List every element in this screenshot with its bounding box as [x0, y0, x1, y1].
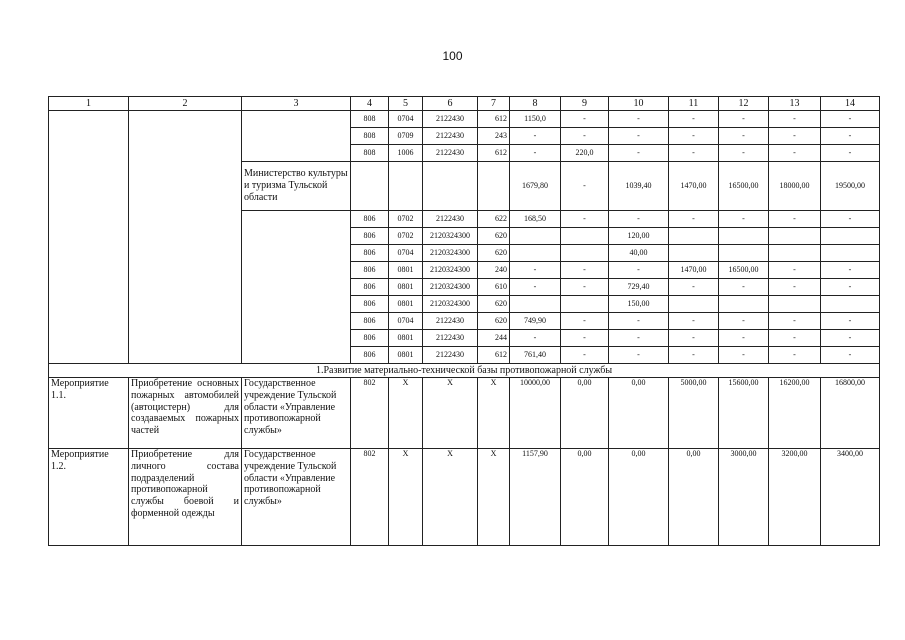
table-cell: -	[669, 145, 719, 162]
table-cell: -	[769, 279, 821, 296]
page-number: 100	[442, 49, 463, 63]
table-cell: 2122430	[423, 128, 478, 145]
table-cell: 612	[478, 145, 510, 162]
activity-value: 1157,90	[510, 449, 561, 546]
table-cell: -	[719, 128, 769, 145]
activity-value: 15600,00	[719, 378, 769, 449]
table-cell: -	[561, 279, 609, 296]
table-row	[49, 313, 880, 330]
table-cell: -	[821, 128, 880, 145]
table-cell	[561, 228, 609, 245]
table-cell: -	[769, 145, 821, 162]
table-cell: 2122430	[423, 111, 478, 128]
table-cell: 0801	[389, 347, 423, 364]
table-cell: -	[821, 211, 880, 228]
table-cell: -	[719, 211, 769, 228]
table-cell: -	[769, 262, 821, 279]
empty-cell	[242, 347, 351, 364]
empty-cell	[242, 296, 351, 313]
table-cell: -	[769, 211, 821, 228]
table-cell: -	[609, 330, 669, 347]
table-cell	[669, 245, 719, 262]
table-cell: 620	[478, 313, 510, 330]
column-number: 5	[389, 97, 423, 111]
column-number: 10	[609, 97, 669, 111]
empty-cell	[49, 228, 129, 245]
table-cell: -	[821, 330, 880, 347]
empty-cell	[242, 228, 351, 245]
table-cell: 0801	[389, 296, 423, 313]
activity-executor: Государственное учреждение Тульской области «Управление противопожарной службы»	[242, 378, 351, 449]
table-cell: -	[719, 111, 769, 128]
table-cell: 2122430	[423, 347, 478, 364]
table-cell: -	[669, 347, 719, 364]
table-cell: 806	[351, 296, 389, 313]
empty-cell	[49, 128, 129, 145]
table-cell: -	[609, 262, 669, 279]
column-number: 6	[423, 97, 478, 111]
table-cell	[669, 296, 719, 313]
empty-cell	[129, 128, 242, 145]
empty-cell	[49, 313, 129, 330]
table-cell: 18000,00	[769, 162, 821, 211]
activity-executor: Государственное учреждение Тульской области «Управление противопожарной службы»	[242, 449, 351, 546]
table-cell: 0702	[389, 211, 423, 228]
table-cell: 2122430	[423, 330, 478, 347]
empty-cell	[49, 262, 129, 279]
empty-cell	[129, 228, 242, 245]
empty-cell	[49, 111, 129, 128]
table-cell: -	[510, 279, 561, 296]
section-row	[49, 364, 880, 378]
empty-cell	[129, 211, 242, 228]
table-cell: 16500,00	[719, 262, 769, 279]
table-cell: 2122430	[423, 313, 478, 330]
table-cell: 806	[351, 313, 389, 330]
activity-value: 5000,00	[669, 378, 719, 449]
column-number: 4	[351, 97, 389, 111]
column-number: 7	[478, 97, 510, 111]
ministry-row	[49, 162, 880, 211]
table-cell	[821, 296, 880, 313]
table-cell: -	[510, 128, 561, 145]
table-cell	[561, 296, 609, 313]
table-cell: -	[609, 111, 669, 128]
table-cell: 2122430	[423, 145, 478, 162]
table-cell: 2120324300	[423, 296, 478, 313]
table-cell: 808	[351, 111, 389, 128]
column-number: 11	[669, 97, 719, 111]
table-cell: 220,0	[561, 145, 609, 162]
table-cell	[821, 228, 880, 245]
table-row	[49, 228, 880, 245]
table-cell: 729,40	[609, 279, 669, 296]
ministry-name: Министерство культуры и туризма Тульской области	[242, 162, 351, 211]
empty-cell	[129, 313, 242, 330]
empty-cell	[242, 313, 351, 330]
table-cell: 806	[351, 347, 389, 364]
activity-value: 3400,00	[821, 449, 880, 546]
table-cell: 16500,00	[719, 162, 769, 211]
budget-table	[48, 96, 880, 546]
empty-cell	[129, 111, 242, 128]
table-cell: -	[561, 162, 609, 211]
table-cell: 0801	[389, 330, 423, 347]
table-cell: 0704	[389, 111, 423, 128]
table-row	[49, 262, 880, 279]
table-cell: 120,00	[609, 228, 669, 245]
table-cell: -	[719, 347, 769, 364]
section-title: 1.Развитие материально-технической базы противопожарной службы	[49, 364, 880, 378]
table-cell: 612	[478, 111, 510, 128]
empty-cell	[242, 279, 351, 296]
table-cell: 1470,00	[669, 162, 719, 211]
table-cell: 806	[351, 211, 389, 228]
table-cell: -	[719, 330, 769, 347]
table-cell: -	[561, 330, 609, 347]
table-cell: -	[821, 313, 880, 330]
table-cell: -	[821, 347, 880, 364]
activity-mark: Х	[478, 378, 510, 449]
table-cell: 0704	[389, 245, 423, 262]
activity-code: 802	[351, 449, 389, 546]
table-cell: -	[719, 145, 769, 162]
activity-value: 0,00	[561, 449, 609, 546]
table-cell: -	[821, 279, 880, 296]
empty-cell	[49, 211, 129, 228]
table-cell: 612	[478, 347, 510, 364]
table-cell: -	[510, 330, 561, 347]
table-row	[49, 128, 880, 145]
table-row	[49, 111, 880, 128]
table-cell: 806	[351, 262, 389, 279]
table-row	[49, 145, 880, 162]
table-row	[49, 245, 880, 262]
table-cell	[510, 228, 561, 245]
table-cell: -	[561, 111, 609, 128]
empty-cell	[242, 211, 351, 228]
table-cell: -	[769, 330, 821, 347]
table-cell: 1150,0	[510, 111, 561, 128]
activity-value: 0,00	[609, 449, 669, 546]
table-cell: 150,00	[609, 296, 669, 313]
table-row	[49, 330, 880, 347]
table-row	[49, 279, 880, 296]
table-cell: -	[609, 211, 669, 228]
table-cell	[719, 296, 769, 313]
activity-mark: Х	[423, 378, 478, 449]
table-cell: -	[561, 347, 609, 364]
table-cell: 1039,40	[609, 162, 669, 211]
empty-cell	[49, 162, 129, 211]
table-cell: 168,50	[510, 211, 561, 228]
table-cell: 761,40	[510, 347, 561, 364]
activity-value: 0,00	[669, 449, 719, 546]
empty-cell	[423, 162, 478, 211]
table-cell: -	[561, 211, 609, 228]
column-number: 9	[561, 97, 609, 111]
activity-mark: Х	[478, 449, 510, 546]
table-cell: 806	[351, 330, 389, 347]
activity-value: 16800,00	[821, 378, 880, 449]
activity-description: Приобретение основных пожарных автомобилей (автоцистерн) для создаваемых пожарных частей	[129, 378, 242, 449]
table-cell: -	[609, 145, 669, 162]
activity-value: 3200,00	[769, 449, 821, 546]
activity-id: Мероприятие 1.1.	[49, 378, 129, 449]
table-cell: -	[561, 313, 609, 330]
table-cell: -	[669, 313, 719, 330]
column-number: 3	[242, 97, 351, 111]
activity-value: 0,00	[561, 378, 609, 449]
activity-value: 0,00	[609, 378, 669, 449]
table-cell: 0709	[389, 128, 423, 145]
table-cell: 622	[478, 211, 510, 228]
empty-cell	[242, 245, 351, 262]
table-cell: 0801	[389, 262, 423, 279]
column-number: 12	[719, 97, 769, 111]
table-cell: 610	[478, 279, 510, 296]
table-cell: 0704	[389, 313, 423, 330]
table-cell: 1470,00	[669, 262, 719, 279]
table-cell: 808	[351, 128, 389, 145]
activity-value: 16200,00	[769, 378, 821, 449]
table-cell	[561, 245, 609, 262]
table-row	[49, 347, 880, 364]
empty-cell	[129, 245, 242, 262]
table-cell: -	[821, 111, 880, 128]
table-cell: -	[561, 262, 609, 279]
column-number: 2	[129, 97, 242, 111]
table-cell: 620	[478, 296, 510, 313]
table-cell	[769, 296, 821, 313]
table-cell: 620	[478, 245, 510, 262]
table-cell: 40,00	[609, 245, 669, 262]
table-cell: -	[719, 313, 769, 330]
activity-value: 10000,00	[510, 378, 561, 449]
empty-cell	[49, 279, 129, 296]
table-cell: -	[609, 128, 669, 145]
empty-cell	[129, 145, 242, 162]
column-number: 1	[49, 97, 129, 111]
column-number: 8	[510, 97, 561, 111]
table-cell	[821, 245, 880, 262]
empty-cell	[129, 162, 242, 211]
table-cell: -	[769, 111, 821, 128]
activity-id: Мероприятие 1.2.	[49, 449, 129, 546]
table-cell: 19500,00	[821, 162, 880, 211]
table-cell: -	[510, 262, 561, 279]
table-cell: 620	[478, 228, 510, 245]
activity-mark: Х	[389, 378, 423, 449]
table-cell: 749,90	[510, 313, 561, 330]
table-cell: 808	[351, 145, 389, 162]
empty-cell	[389, 162, 423, 211]
empty-cell	[49, 330, 129, 347]
activity-row	[49, 449, 880, 546]
empty-cell	[49, 296, 129, 313]
table-cell: -	[669, 330, 719, 347]
empty-cell	[242, 262, 351, 279]
table-cell: -	[669, 279, 719, 296]
table-cell: -	[769, 313, 821, 330]
column-number: 13	[769, 97, 821, 111]
column-number: 14	[821, 97, 880, 111]
empty-cell	[129, 330, 242, 347]
table-cell: -	[561, 128, 609, 145]
table-cell: -	[609, 347, 669, 364]
activity-value: 3000,00	[719, 449, 769, 546]
empty-cell	[129, 279, 242, 296]
table-cell: -	[669, 211, 719, 228]
activity-row	[49, 378, 880, 449]
activity-code: 802	[351, 378, 389, 449]
column-number-row	[49, 97, 880, 111]
empty-cell	[242, 111, 351, 128]
table-cell: 240	[478, 262, 510, 279]
empty-cell	[129, 296, 242, 313]
table-cell: 2122430	[423, 211, 478, 228]
activity-mark: Х	[389, 449, 423, 546]
table-cell: 1006	[389, 145, 423, 162]
empty-cell	[49, 145, 129, 162]
table-cell: -	[719, 279, 769, 296]
table-cell	[510, 245, 561, 262]
table-cell: -	[669, 111, 719, 128]
table-cell: 244	[478, 330, 510, 347]
activity-description: Приобретение для личного состава подразделений противопожарной службы боевой и форменной одежды	[129, 449, 242, 546]
table-cell: 2120324300	[423, 262, 478, 279]
table-cell: 2120324300	[423, 228, 478, 245]
table-cell: 243	[478, 128, 510, 145]
table-cell: 2120324300	[423, 245, 478, 262]
table-cell: -	[769, 128, 821, 145]
empty-cell	[242, 330, 351, 347]
table-row	[49, 211, 880, 228]
table-cell: 806	[351, 279, 389, 296]
activity-mark: Х	[423, 449, 478, 546]
table-cell: 0801	[389, 279, 423, 296]
table-cell: -	[821, 262, 880, 279]
table-cell	[719, 245, 769, 262]
table-cell: -	[609, 313, 669, 330]
empty-cell	[129, 347, 242, 364]
table-cell	[669, 228, 719, 245]
empty-cell	[49, 347, 129, 364]
table-cell: -	[769, 347, 821, 364]
table-cell	[769, 245, 821, 262]
table-cell: -	[821, 145, 880, 162]
empty-cell	[242, 145, 351, 162]
empty-cell	[478, 162, 510, 211]
table-cell: 0702	[389, 228, 423, 245]
empty-cell	[49, 245, 129, 262]
table-cell: -	[510, 145, 561, 162]
table-cell	[510, 296, 561, 313]
table-row	[49, 296, 880, 313]
empty-cell	[242, 128, 351, 145]
table-cell	[719, 228, 769, 245]
empty-cell	[129, 262, 242, 279]
table-cell: -	[669, 128, 719, 145]
table-cell: 2120324300	[423, 279, 478, 296]
table-cell: 806	[351, 245, 389, 262]
table-cell	[769, 228, 821, 245]
table-cell: 806	[351, 228, 389, 245]
empty-cell	[351, 162, 389, 211]
table-cell: 1679,80	[510, 162, 561, 211]
